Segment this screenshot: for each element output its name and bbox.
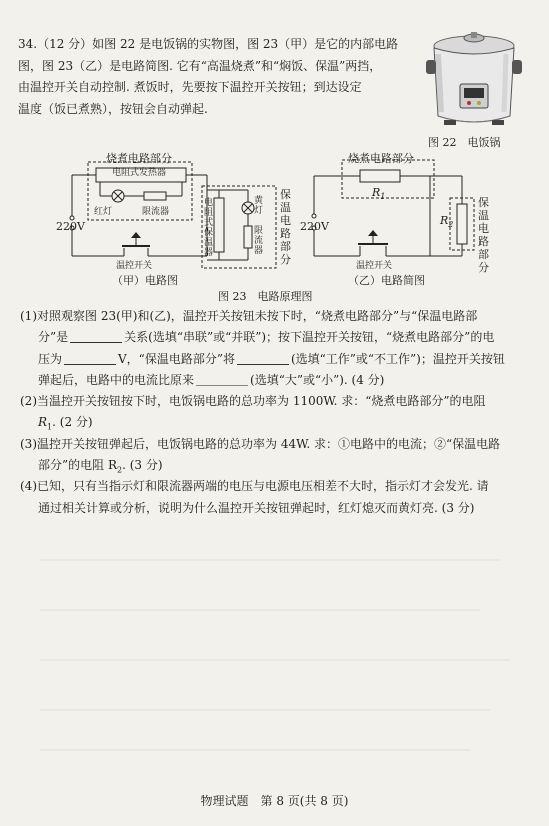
yi-boil-label: 烧煮电路部分 (348, 152, 414, 165)
q1-line-1: (1)对照观察图 23(甲)和(乙)，温控开关按钮未按下时，“烧煮电路部分”与“保温电路部 (20, 309, 478, 323)
jia-yellow-lamp-label: 黄灯 (254, 196, 264, 216)
jia-boil-label: 烧煮电路部分 (106, 152, 172, 165)
intro-line-2: 图，图 23（乙）是电路简图. 它有“高温烧煮”和“焖饭、保温”两挡， (18, 58, 382, 73)
yi-keep-warm-label: 保温电路部分 (478, 196, 489, 274)
jia-limiter2-label: 限流器 (254, 226, 264, 256)
q1-line-2: 分”是 关系(选填“串联”或“并联”)；按下温控开关按钮，“烧煮电路部分”的电 (38, 330, 495, 345)
jia-keep-warm-label: 保温电路部分 (280, 188, 291, 266)
answer-blank-3[interactable] (237, 352, 289, 365)
intro-line-1: 34.（12 分）如图 22 是电饭锅的实物图，图 23（甲）是它的内部电路 (18, 37, 399, 51)
intro-line-4: 温度（饭已煮熟），按钮会自动弹起. (18, 101, 208, 116)
intro-line-3: 由温控开关自动控制. 煮饭时，先要按下温控开关按钮；到达设定 (18, 80, 362, 94)
q2-line-1: (2)当温控开关按钮按下时，电饭锅电路的总功率为 1100W. 求：“烧煮电路部分”的电阻 (20, 394, 486, 409)
figure-23-caption: 图 23 电路原理图 (218, 290, 313, 303)
question-34-intro (18, 34, 410, 120)
yi-r2-label: $R_2$ (440, 214, 454, 230)
jia-resistor-block-label: 电阻式保温器 (204, 198, 214, 258)
figure-22-caption: 图 22 电饭锅 (428, 136, 501, 149)
circuit-diagram-jia (52, 148, 292, 288)
scan-show-through (0, 520, 549, 780)
yi-caption: （乙）电路简图 (348, 274, 425, 287)
circuit-diagram-yi (300, 148, 500, 288)
q3-line-1: (3)温控开关按钮弹起后，电饭锅电路的总功率为 44W. 求：①电路中的电流；②“保温电路 (20, 436, 501, 451)
rice-cooker-photo (418, 24, 530, 136)
jia-switch-label: 温控开关 (116, 261, 153, 271)
yi-switch-label: 温控开关 (356, 261, 393, 271)
jia-voltage-label: 220V (56, 220, 85, 233)
answer-blank-1[interactable] (70, 330, 122, 343)
yi-voltage-label: 220V (300, 220, 329, 233)
jia-red-lamp-label: 红灯 (94, 207, 113, 217)
q1-line-3: 压为 V，“保温电路部分”将 (选填“工作”或“不工作”)；温控开关按钮 (38, 351, 505, 366)
yi-r1-label: $R_1$ (372, 186, 386, 202)
answer-blank-4[interactable] (196, 373, 248, 386)
q4-line-1: (4)已知，只有当指示灯和限流器两端的电压与电源电压相差不大时，指示灯才会发光. 请 (20, 479, 489, 494)
q2-line-2: $R_1$. (2 分) (38, 415, 93, 432)
q3-line-2: 部分”的电阻 $R_2$. (3 分) (38, 458, 163, 475)
jia-heater-label: 电阻式发热器 (112, 168, 167, 178)
subquestions (20, 306, 532, 519)
answer-blank-2[interactable] (64, 352, 116, 365)
jia-limiter1-label: 限流器 (142, 207, 170, 217)
q4-line-2: 通过相关计算或分析，说明为什么温控开关按钮弹起时，红灯熄灭而黄灯亮. (3 分) (38, 500, 475, 515)
jia-caption: （甲）电路图 (112, 274, 178, 287)
page-footer: 物理试题 第 8 页(共 8 页) (200, 794, 349, 808)
q1-line-4: 弹起后，电路中的电流比原来 (选填“大”或“小”). (4 分) (38, 372, 385, 387)
